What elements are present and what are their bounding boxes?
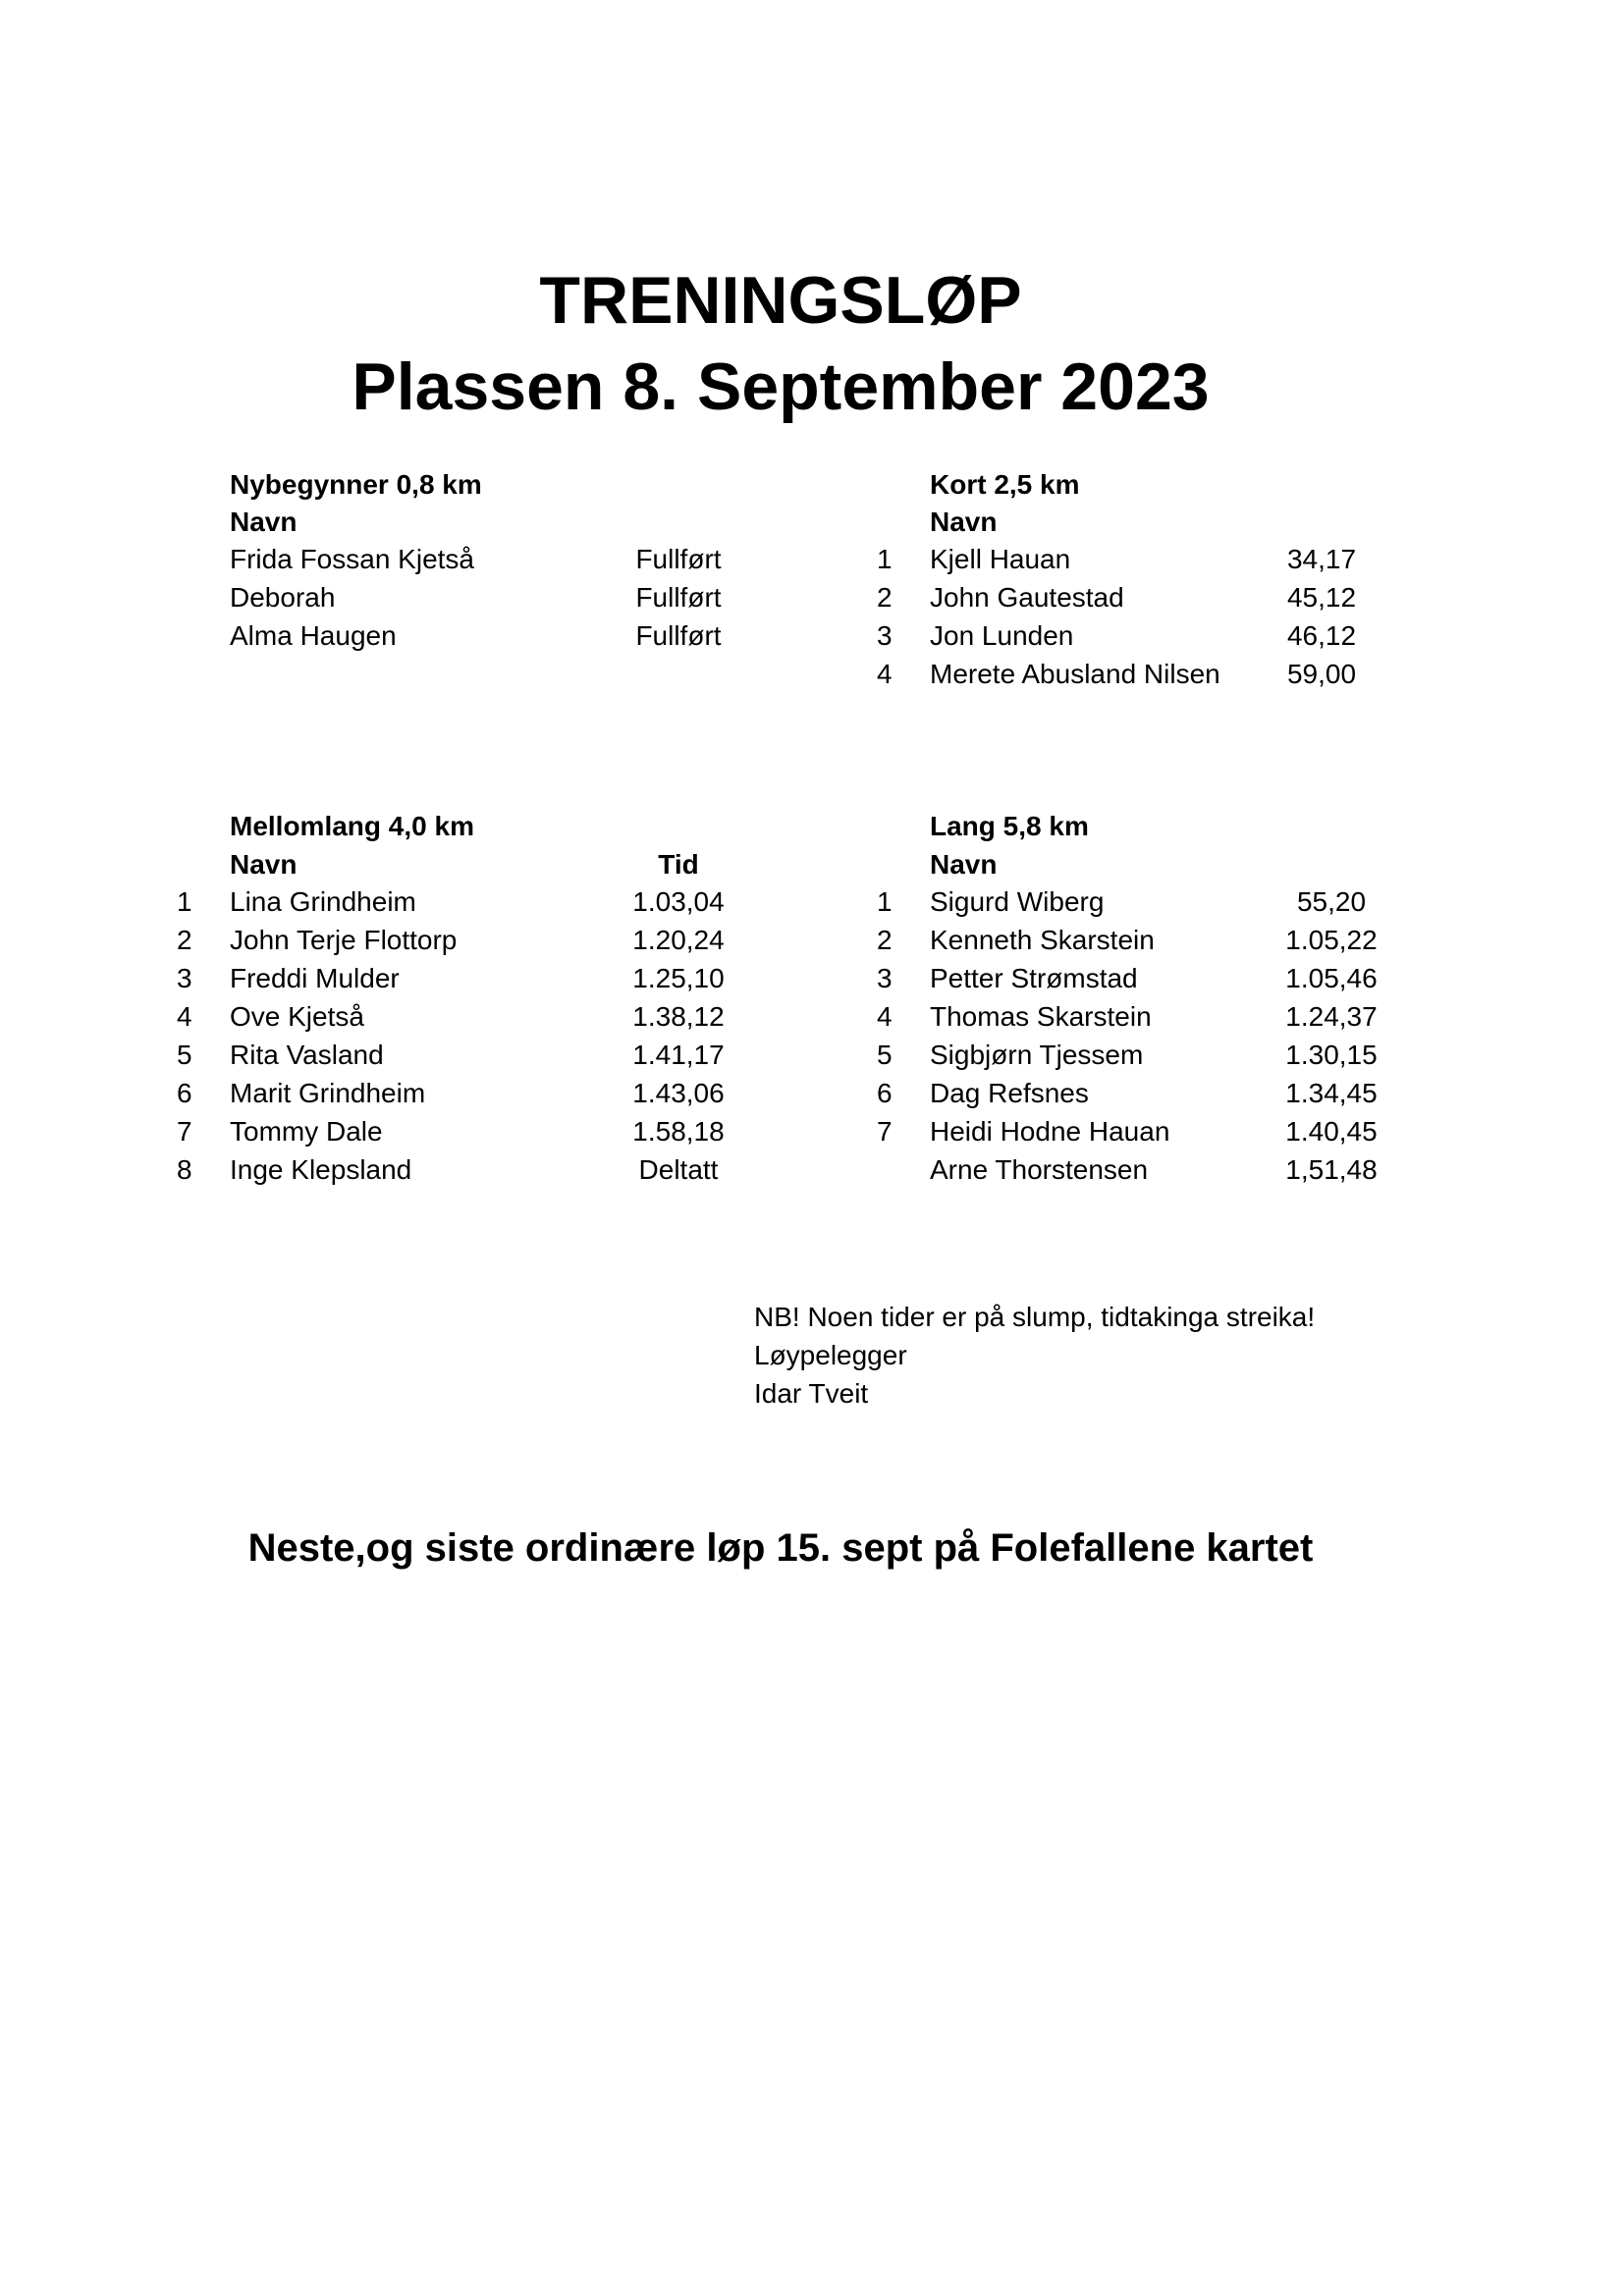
placement-number: 1 (877, 886, 893, 917)
section-lang (877, 811, 1387, 1203)
finish-time: 1.20,24 (632, 925, 725, 955)
section-heading: Kort 2,5 km (930, 469, 1080, 500)
finish-time: 1.05,46 (1285, 963, 1378, 993)
finish-time: 55,20 (1296, 886, 1367, 917)
runner-name: Kenneth Skarstein (930, 925, 1155, 955)
placement-number: 4 (877, 659, 893, 689)
finish-time: Fullført (635, 620, 722, 651)
placement-number: 6 (177, 1078, 192, 1108)
result-row (177, 1040, 727, 1077)
result-row (177, 886, 727, 924)
placement-number: 5 (877, 1040, 893, 1070)
result-row (177, 925, 727, 962)
section-heading: Mellomlang 4,0 km (230, 811, 474, 841)
runner-name: Heidi Hodne Hauan (930, 1116, 1170, 1147)
placement-number: 5 (177, 1040, 192, 1070)
result-row (877, 1154, 1387, 1192)
result-row (877, 582, 1387, 619)
placement-number: 2 (877, 925, 893, 955)
runner-name: Lina Grindheim (230, 886, 416, 917)
section-heading: Lang 5,8 km (930, 811, 1089, 841)
placement-number: 6 (877, 1078, 893, 1108)
name-column-header: Navn (230, 507, 298, 537)
finish-time: Fullført (635, 544, 722, 574)
result-row (177, 1116, 727, 1153)
finish-time: 34,17 (1286, 544, 1357, 574)
finish-time: 1.40,45 (1285, 1116, 1378, 1147)
runner-name: Jon Lunden (930, 620, 1074, 651)
finish-time: 1.05,22 (1285, 925, 1378, 955)
result-row (177, 1078, 727, 1115)
runner-name: Arne Thorstensen (930, 1154, 1149, 1185)
runner-name: Deborah (230, 582, 336, 613)
section-kort (877, 469, 1387, 705)
runner-name: Frida Fossan Kjetså (230, 544, 474, 574)
name-column-header: Navn (230, 849, 298, 880)
result-row (877, 1078, 1387, 1115)
runner-name: Alma Haugen (230, 620, 397, 651)
runner-name: Thomas Skarstein (930, 1001, 1152, 1032)
placement-number: 4 (877, 1001, 893, 1032)
result-row (877, 659, 1387, 696)
finish-time: Fullført (635, 582, 722, 613)
placement-number: 7 (177, 1116, 192, 1147)
finish-time: 1.34,45 (1285, 1078, 1378, 1108)
runner-name: Petter Strømstad (930, 963, 1138, 993)
next-race-announcement: Neste,og siste ordinære løp 15. sept på Folefallene kartet (247, 1526, 1314, 1570)
runner-name: John Terje Flottorp (230, 925, 458, 955)
course-setter-name: Idar Tveit (754, 1378, 869, 1409)
runner-name: John Gautestad (930, 582, 1124, 613)
finish-time: 1.58,18 (632, 1116, 725, 1147)
finish-time: 1,51,48 (1285, 1154, 1378, 1185)
section-mellomlang (177, 811, 727, 1203)
course-setter-label: Løypelegger (754, 1340, 907, 1370)
runner-name: Kjell Hauan (930, 544, 1071, 574)
placement-number: 8 (177, 1154, 192, 1185)
result-row (177, 582, 727, 619)
result-row (877, 1116, 1387, 1153)
finish-time: 45,12 (1286, 582, 1357, 613)
placement-number: 3 (877, 963, 893, 993)
result-row (877, 963, 1387, 1000)
placement-number: 3 (177, 963, 192, 993)
placement-number: 3 (877, 620, 893, 651)
result-row (177, 544, 727, 581)
finish-time: 1.41,17 (632, 1040, 725, 1070)
runner-name: Rita Vasland (230, 1040, 384, 1070)
result-row (177, 1001, 727, 1039)
runner-name: Inge Klepsland (230, 1154, 412, 1185)
finish-time: 1.43,06 (632, 1078, 725, 1108)
name-column-header: Navn (930, 507, 998, 537)
time-column-header: Tid (658, 849, 699, 880)
placement-number: 2 (177, 925, 192, 955)
result-row (877, 620, 1387, 658)
placement-number: 7 (877, 1116, 893, 1147)
page-subtitle: Plassen 8. September 2023 (352, 349, 1210, 424)
note-text: NB! Noen tider er på slump, tidtakinga streika! (754, 1302, 1316, 1332)
runner-name: Merete Abusland Nilsen (930, 659, 1220, 689)
finish-time: 1.38,12 (632, 1001, 725, 1032)
runner-name: Sigbjørn Tjessem (930, 1040, 1144, 1070)
runner-name: Marit Grindheim (230, 1078, 426, 1108)
result-row (177, 1154, 727, 1192)
section-nybegynner (177, 469, 727, 666)
finish-time: 1.30,15 (1285, 1040, 1378, 1070)
placement-number: 1 (177, 886, 192, 917)
placement-number: 4 (177, 1001, 192, 1032)
result-row (877, 886, 1387, 924)
runner-name: Dag Refsnes (930, 1078, 1089, 1108)
runner-name: Tommy Dale (230, 1116, 383, 1147)
placement-number: 1 (877, 544, 893, 574)
placement-number: 2 (877, 582, 893, 613)
runner-name: Freddi Mulder (230, 963, 400, 993)
result-row (877, 544, 1387, 581)
result-row (177, 620, 727, 658)
finish-time: Deltatt (638, 1154, 719, 1185)
runner-name: Ove Kjetså (230, 1001, 364, 1032)
finish-time: 1.03,04 (632, 886, 725, 917)
result-row (877, 1040, 1387, 1077)
finish-time: 46,12 (1286, 620, 1357, 651)
result-row (877, 1001, 1387, 1039)
result-row (177, 963, 727, 1000)
finish-time: 59,00 (1286, 659, 1357, 689)
finish-time: 1.25,10 (632, 963, 725, 993)
name-column-header: Navn (930, 849, 998, 880)
result-row (877, 925, 1387, 962)
runner-name: Sigurd Wiberg (930, 886, 1105, 917)
page-title: TRENINGSLØP (539, 263, 1022, 338)
section-heading: Nybegynner 0,8 km (230, 469, 482, 500)
finish-time: 1.24,37 (1285, 1001, 1378, 1032)
